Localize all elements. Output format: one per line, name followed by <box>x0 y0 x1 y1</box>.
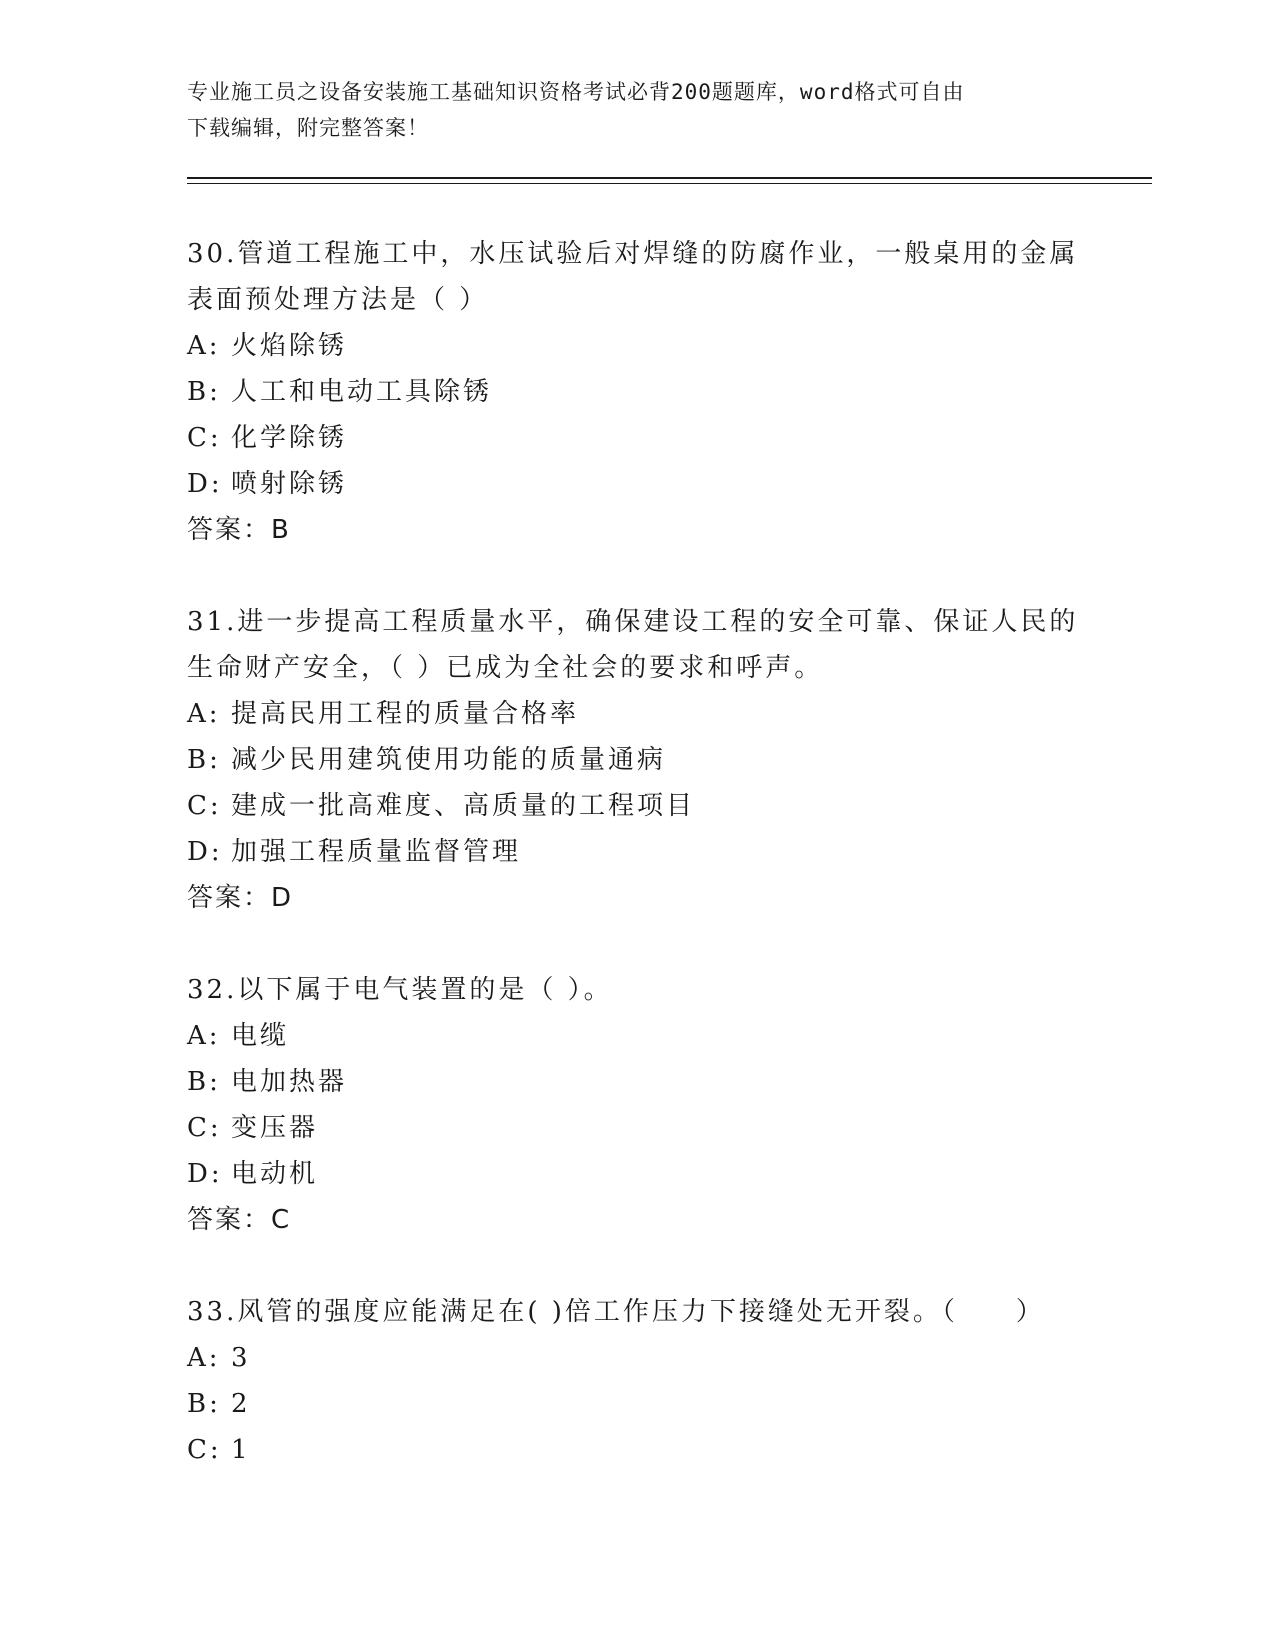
question-32 <box>187 967 1087 1243</box>
option-letter: A: <box>187 331 221 361</box>
option-text: 电加热器 <box>231 1067 348 1097</box>
question-30 <box>187 231 1087 553</box>
header-divider-thick <box>187 177 1152 179</box>
question-stem-line: 32.以下属于电气装置的是（ ）。 <box>187 975 613 1005</box>
option-letter: D: <box>187 837 223 867</box>
answer-value: D <box>271 883 294 913</box>
option-text: 1 <box>231 1435 251 1465</box>
option-text: 电缆 <box>231 1021 290 1051</box>
option-letter: A: <box>187 1343 221 1373</box>
option-a <box>187 1335 1087 1381</box>
option-a <box>187 323 1087 369</box>
option-text: 提高民用工程的质量合格率 <box>231 699 580 729</box>
option-letter: D: <box>187 469 223 499</box>
option-d <box>187 1151 1087 1197</box>
option-letter: C: <box>187 423 222 453</box>
option-text: 建成一批高难度、高质量的工程项目 <box>231 791 696 821</box>
option-text: 3 <box>231 1343 251 1373</box>
answer-label: 答案： <box>187 515 272 545</box>
option-text: 电动机 <box>231 1159 319 1189</box>
question-stem <box>187 1289 1087 1335</box>
question-stem <box>187 967 1087 1013</box>
option-letter: B: <box>187 1067 221 1097</box>
question-stem-line: 31.进一步提高工程质量水平，确保建设工程的安全可靠、保证人民的 <box>187 607 1079 637</box>
option-d <box>187 829 1087 875</box>
answer-line <box>187 875 1087 921</box>
option-a <box>187 691 1087 737</box>
option-b <box>187 1059 1087 1105</box>
header-line-2: 下载编辑，附完整答案！ <box>187 116 429 140</box>
option-d <box>187 461 1087 507</box>
question-stem-line: 生命财产安全，（ ）已成为全社会的要求和呼声。 <box>187 653 824 683</box>
option-a <box>187 1013 1087 1059</box>
answer-value: C <box>271 1205 292 1235</box>
option-text: 加强工程质量监督管理 <box>231 837 522 867</box>
document-header <box>187 74 1067 146</box>
question-stem-line: 33.风管的强度应能满足在( )倍工作压力下接缝处无开裂。（ ） <box>187 1297 1045 1327</box>
option-text: 变压器 <box>231 1113 319 1143</box>
answer-value: B <box>271 515 291 545</box>
option-letter: B: <box>187 745 221 775</box>
option-text: 化学除锈 <box>231 423 348 453</box>
option-text: 人工和电动工具除锈 <box>231 377 493 407</box>
option-b <box>187 369 1087 415</box>
answer-line <box>187 1197 1087 1243</box>
header-divider-thin <box>187 183 1152 184</box>
option-c <box>187 1427 1087 1473</box>
option-text: 减少民用建筑使用功能的质量通病 <box>231 745 667 775</box>
option-letter: C: <box>187 791 222 821</box>
option-letter: D: <box>187 1159 223 1189</box>
question-stem <box>187 599 1087 691</box>
question-stem-line: 30.管道工程施工中，水压试验后对焊缝的防腐作业，一般桌用的金属 <box>187 239 1079 269</box>
option-c <box>187 1105 1087 1151</box>
option-letter: A: <box>187 1021 221 1051</box>
question-list <box>187 231 1087 1519</box>
option-letter: A: <box>187 699 221 729</box>
header-line-1: 专业施工员之设备安装施工基础知识资格考试必背200题题库，word格式可自由 <box>187 80 965 104</box>
option-text: 2 <box>231 1389 251 1419</box>
answer-line <box>187 507 1087 553</box>
question-31 <box>187 599 1087 921</box>
option-c <box>187 415 1087 461</box>
option-text: 喷射除锈 <box>231 469 348 499</box>
option-b <box>187 737 1087 783</box>
option-text: 火焰除锈 <box>231 331 348 361</box>
question-stem <box>187 231 1087 323</box>
option-c <box>187 783 1087 829</box>
option-letter: B: <box>187 377 221 407</box>
answer-label: 答案： <box>187 883 272 913</box>
question-stem-line: 表面预处理方法是（ ） <box>187 285 489 315</box>
option-letter: C: <box>187 1435 222 1465</box>
option-letter: C: <box>187 1113 222 1143</box>
question-33 <box>187 1289 1087 1473</box>
option-letter: B: <box>187 1389 221 1419</box>
answer-label: 答案： <box>187 1205 272 1235</box>
option-b <box>187 1381 1087 1427</box>
